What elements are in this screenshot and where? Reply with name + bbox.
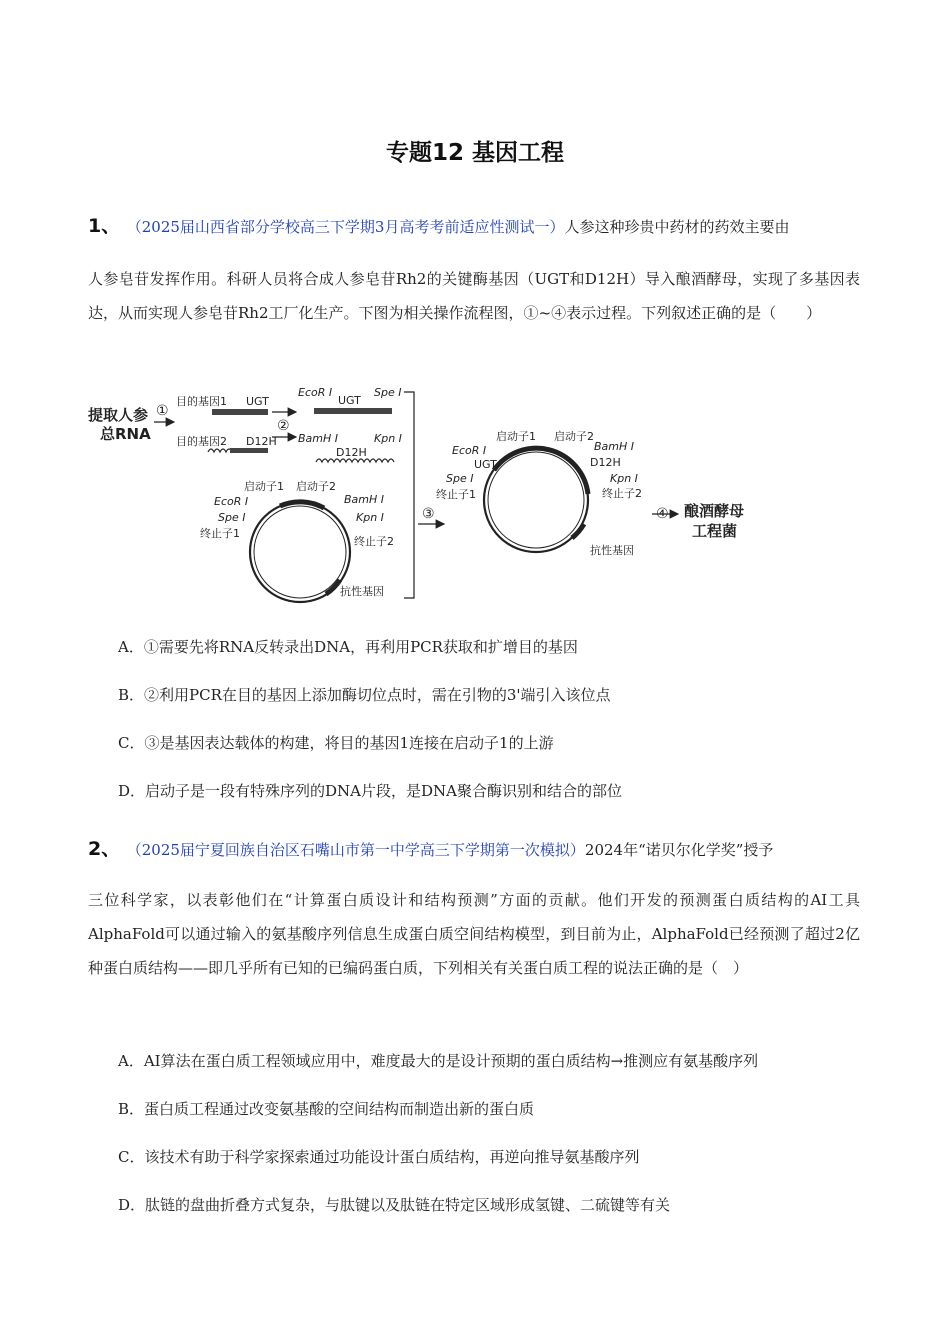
question-1-source: （2025届山西省部分学校高三下学期3月高考考前适应性测试一） bbox=[134, 218, 565, 236]
vector-terminator-1-label: 终止子1 bbox=[200, 527, 240, 540]
gene-2-d12h-label: D12H bbox=[246, 435, 277, 448]
vector-resistance-gene bbox=[326, 580, 340, 594]
vector-plasmid-inner bbox=[254, 506, 346, 598]
question-1-option-c: C．③是基因表达载体的构建，将目的基因1连接在启动子1的上游 bbox=[118, 734, 554, 752]
kpni-site-label-top: Kpn Ⅰ bbox=[374, 432, 402, 445]
recombinant-ecori-label: EcoR Ⅰ bbox=[452, 444, 487, 457]
ecori-site-label-top: EcoR Ⅰ bbox=[298, 386, 333, 399]
recombinant-promoter-1-label: 启动子1 bbox=[496, 430, 536, 443]
recombinant-terminator-2-label: 终止子2 bbox=[602, 487, 642, 500]
question-1-option-d: D．启动子是一段有特殊序列的DNA片段，是DNA聚合酶识别和结合的部位 bbox=[118, 782, 622, 800]
recombinant-resistance-label: 抗性基因 bbox=[590, 544, 634, 557]
recombinant-terminator-1-label: 终止子1 bbox=[436, 488, 476, 501]
vector-spei-label: Spe Ⅰ bbox=[218, 511, 246, 524]
question-1-option-a: A．①需要先将RNA反转录出DNA，再利用PCR获取和扩增目的基因 bbox=[118, 638, 578, 656]
question-1-number: 1、 bbox=[88, 215, 121, 237]
question-2-option-c: C．该技术有助于科学家探索通过功能设计蛋白质结构，再逆向推导氨基酸序列 bbox=[118, 1148, 640, 1166]
vector-resistance-label: 抗性基因 bbox=[340, 585, 384, 598]
recombinant-d12h-label: D12H bbox=[590, 456, 621, 469]
vector-promoter-region bbox=[280, 502, 324, 508]
recombinant-spei-label: Spe Ⅰ bbox=[446, 472, 474, 485]
modified-gene-2 bbox=[316, 459, 394, 462]
recombinant-promoter-2-label: 启动子2 bbox=[554, 430, 594, 443]
vector-terminator-2-label: 终止子2 bbox=[354, 535, 394, 548]
question-1-header bbox=[88, 216, 789, 237]
modified-ugt-label: UGT bbox=[338, 394, 361, 407]
modified-d12h-label: D12H bbox=[336, 446, 367, 459]
question-2-stem: 三位科学家，以表彰他们在“计算蛋白质设计和结构预测”方面的贡献。他们开发的预测蛋白质结构的AI工具AlphaFold可以通过输入的氨基酸序列信息生成蛋白质空间结构模型，到目前为止，AlphaFold已经预测了超过2亿种蛋白质结构——即几乎所有已知的已编码蛋白质，下列相关有关蛋白质工程的说法正确的是（ ） bbox=[88, 891, 860, 977]
gene-1-fragment bbox=[212, 409, 268, 415]
recombinant-ugt-label: UGT bbox=[474, 458, 497, 471]
extract-rna-label-2: 总RNA bbox=[100, 425, 151, 443]
question-2-option-d: D．肽链的盘曲折叠方式复杂，与肽键以及肽链在特定区域形成氢键、二硫键等有关 bbox=[118, 1196, 671, 1214]
vector-bamhi-label: BamH Ⅰ bbox=[344, 493, 385, 506]
question-1-option-b: B．②利用PCR在目的基因上添加酶切位点时，需在引物的3'端引入该位点 bbox=[118, 686, 611, 704]
spei-site-label-top: Spe Ⅰ bbox=[374, 386, 402, 399]
recombinant-resistance-gene bbox=[572, 524, 584, 538]
question-2-option-b: B．蛋白质工程通过改变氨基酸的空间结构而制造出新的蛋白质 bbox=[118, 1100, 535, 1118]
step-3-marker: ③ bbox=[422, 506, 435, 522]
recombinant-plasmid-inner bbox=[488, 452, 584, 548]
vector-promoter-1-label: 启动子1 bbox=[244, 480, 284, 493]
vector-promoter-2-label: 启动子2 bbox=[296, 480, 336, 493]
step-4-marker: ④ bbox=[656, 506, 669, 522]
question-1-stem: 人参皂苷发挥作用。科研人员将合成人参皂苷Rh2的关键酶基因（UGT和D12H）导入酿酒酵母，实现了多基因表达，从而实现人参皂苷Rh2工厂化生产。下图为相关操作流程图，①~④表示过程。下列叙述正确的是（ ） bbox=[88, 270, 860, 322]
question-2-source: （2025届宁夏回族自治区石嘴山市第一中学高三下学期第一次模拟） bbox=[134, 841, 585, 859]
extract-rna-label-1: 提取人参 bbox=[88, 406, 149, 424]
recombinant-bamhi-label: BamH Ⅰ bbox=[594, 440, 635, 453]
bamhi-site-label-top: BamH Ⅰ bbox=[298, 432, 339, 445]
vector-ecori-label: EcoR Ⅰ bbox=[214, 495, 249, 508]
gene-1-label: 目的基因1 bbox=[176, 395, 227, 408]
step-1-marker: ① bbox=[156, 403, 169, 419]
question-2-number: 2、 bbox=[88, 838, 121, 860]
vector-kpni-label: Kpn Ⅰ bbox=[356, 511, 384, 524]
recombinant-kpni-label: Kpn Ⅰ bbox=[610, 472, 638, 485]
page-title: 专题12 基因工程 bbox=[385, 140, 564, 166]
question-1-stem-lead: 人参这种珍贵中药材的药效主要由 bbox=[564, 218, 790, 236]
gene-engineering-flowchart bbox=[84, 382, 764, 606]
yeast-label-1: 酿酒酵母 bbox=[684, 502, 745, 520]
modified-gene-1 bbox=[314, 408, 392, 414]
gene-1-ugt-label: UGT bbox=[246, 395, 269, 408]
gene-2-label: 目的基因2 bbox=[176, 435, 227, 448]
yeast-label-2: 工程菌 bbox=[692, 522, 738, 540]
step-2-marker: ② bbox=[277, 418, 290, 434]
bracket bbox=[404, 392, 414, 598]
question-2-stem-lead: 2024年“诺贝尔化学奖”授予 bbox=[584, 841, 774, 859]
question-2-header bbox=[88, 839, 773, 860]
gene-2-fragment-bar bbox=[230, 448, 268, 453]
question-2-option-a: A．AI算法在蛋白质工程领域应用中，难度最大的是设计预期的蛋白质结构→推测应有氨基酸序列 bbox=[118, 1052, 759, 1070]
